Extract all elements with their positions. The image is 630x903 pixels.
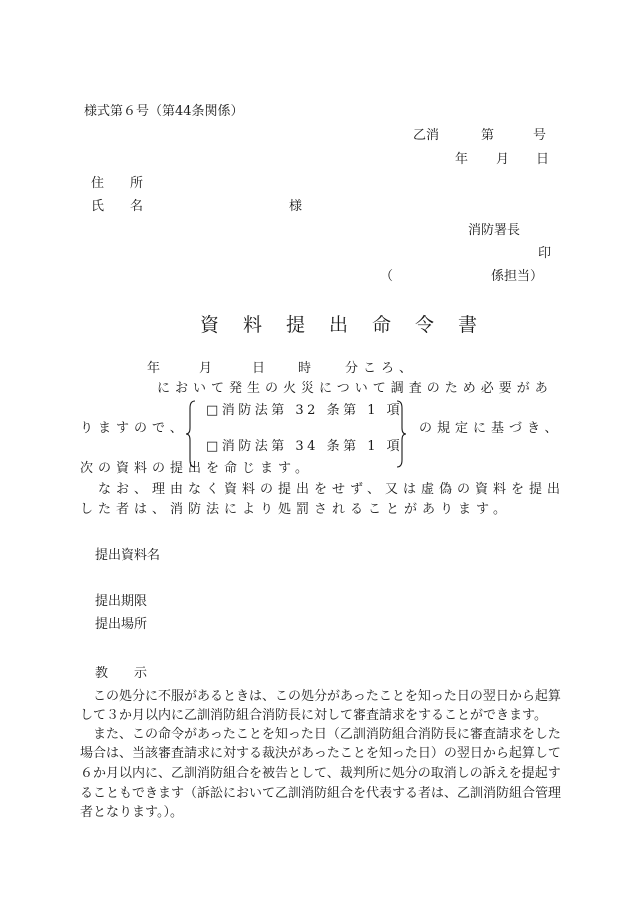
contact-person: 係担当） <box>491 269 544 284</box>
body-line-4: 次の資料の提出を命じます。 <box>80 461 313 476</box>
body-line-3-right: の規定に基づき、 <box>419 421 563 436</box>
date-day: 日 <box>536 152 550 167</box>
right-brace <box>396 400 406 468</box>
doc-number-prefix: 乙消 <box>413 128 440 143</box>
time-year: 年 <box>147 361 161 376</box>
instructions-heading: 教 示 <box>95 666 148 681</box>
body-line-2: において発生の火災について調査のため必要があ <box>157 381 553 396</box>
option-article-32: □消防法第 32 条第 1 項 <box>206 403 404 418</box>
instructions-p2-line3: ６か月以内に、乙訓消防組合を被告として、裁判所に処分の取消しの訴えを提起す <box>80 766 561 781</box>
instructions-p2-line2: 場合は、当該審査請求に対する裁決があったことを知った日）の翌日から起算して <box>80 746 561 761</box>
address-label: 住 所 <box>91 176 144 191</box>
warning-line-1: なお、理由なく資料の提出をせず、又は虚偽の資料を提出 <box>80 482 565 497</box>
instructions-p1-line1: この処分に不服があるときは、この処分があったことを知った日の翌日から起算 <box>80 689 561 704</box>
place-label: 提出場所 <box>95 617 148 632</box>
instructions-p1-line2: して３か月以内に乙訓消防組合消防長に対して審査請求をすることができます。 <box>80 708 547 723</box>
deadline-label: 提出期限 <box>95 594 148 609</box>
document-title: 資料提出命令書 <box>200 314 502 336</box>
doc-number-go: 号 <box>533 128 547 143</box>
date-month: 月 <box>496 152 510 167</box>
body-line-3-left: りますので、 <box>80 421 188 436</box>
form-number: 様式第６号（第44条関係） <box>84 104 244 119</box>
instructions-p2-line1: また、この命令があったことを知った日（乙訓消防組合消防長に審査請求をした <box>80 727 561 742</box>
warning-line-2: した者は、消防法により処罰されることがあります。 <box>80 502 511 517</box>
seal-mark: 印 <box>538 246 552 261</box>
materials-label: 提出資料名 <box>95 548 161 563</box>
option-article-34: □消防法第 34 条第 1 項 <box>206 439 404 454</box>
date-year: 年 <box>455 152 469 167</box>
honorific: 様 <box>289 199 303 214</box>
time-month: 月 <box>199 361 213 376</box>
time-day: 日 <box>252 361 266 376</box>
name-label: 氏 名 <box>91 199 144 214</box>
instructions-p2-line4: ることもできます（訴訟において乙訓消防組合を代表する者は、乙訓消防組合管理 <box>80 786 562 801</box>
instructions-p2-line5: 者となります。）。 <box>80 805 183 820</box>
issuer-title: 消防署長 <box>468 223 521 238</box>
contact-open-paren: （ <box>380 269 394 284</box>
doc-number-dai: 第 <box>481 128 495 143</box>
time-hour: 時 <box>298 361 312 376</box>
time-minute: 分ころ、 <box>345 361 418 376</box>
